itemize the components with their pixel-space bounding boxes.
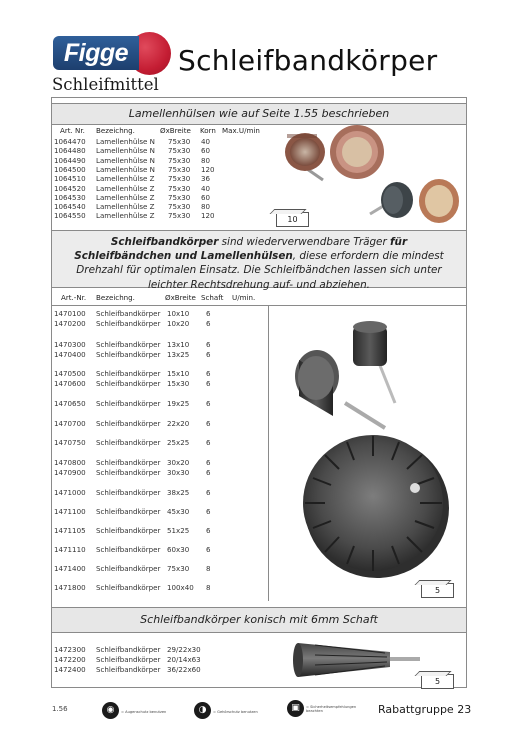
table-cell: 1471110 bbox=[54, 545, 86, 554]
table-cell: 80 bbox=[201, 202, 211, 212]
table-cell: 120 bbox=[201, 211, 215, 221]
table-cell: Schleifbandkörper bbox=[96, 468, 161, 477]
table-cell: 1471100 bbox=[54, 507, 86, 516]
table-cell: Schleifbandkörper bbox=[96, 665, 161, 674]
table-cell: Schleifbandkörper bbox=[96, 309, 161, 318]
table-cell: Schleifbandkörper bbox=[96, 655, 161, 664]
table-cell: 29/22x30 bbox=[167, 645, 201, 654]
table-cell: 36 bbox=[201, 174, 211, 184]
header-art-nr-2: Art.-Nr. bbox=[61, 293, 87, 302]
table-cell: 15x10 bbox=[167, 369, 190, 378]
table-cell: 6 bbox=[206, 468, 211, 477]
table-cell: 6 bbox=[206, 438, 211, 447]
rabatt-gruppe: Rabattgruppe 23 bbox=[378, 703, 472, 716]
table-cell: 75x30 bbox=[168, 155, 191, 165]
table-cell: 10x10 bbox=[167, 309, 190, 318]
eye-protection-icon: ◉ bbox=[102, 702, 119, 719]
header-korn: Korn bbox=[200, 126, 216, 135]
table-cell: 1470650 bbox=[54, 399, 86, 408]
table-cell: 1064520 bbox=[54, 183, 86, 193]
table-cell: 75x30 bbox=[168, 192, 191, 202]
desc-text-1: sind wiederverwendbare Träger bbox=[218, 236, 391, 248]
table-cell: 1470750 bbox=[54, 438, 86, 447]
table-cell: 6 bbox=[206, 419, 211, 428]
table-cell: Schleifbandkörper bbox=[96, 564, 161, 573]
table-cell: 1470700 bbox=[54, 419, 86, 428]
table-cell: Schleifbandkörper bbox=[96, 545, 161, 554]
table-cell: 1471800 bbox=[54, 583, 86, 592]
header-durchmesser-2: ØxBreite bbox=[165, 293, 196, 302]
table-cell: 60 bbox=[201, 146, 211, 156]
table-cell: 13x25 bbox=[167, 350, 190, 359]
table-cell: 6 bbox=[206, 309, 211, 318]
desc-text-2: , diese erfordern die mindest bbox=[292, 250, 444, 263]
table-cell: 1064500 bbox=[54, 164, 86, 174]
header-schaft: Schaft bbox=[201, 293, 224, 302]
desc-bold-1b: für bbox=[390, 236, 408, 248]
table-cell: 6 bbox=[206, 458, 211, 467]
table-cell: 100x40 bbox=[167, 583, 194, 592]
table-cell: 60x30 bbox=[167, 545, 190, 554]
table-cell: 40 bbox=[201, 183, 211, 193]
table-cell: 1470100 bbox=[54, 309, 86, 318]
table-cell: 36/22x60 bbox=[167, 665, 201, 674]
table-cell: 6 bbox=[206, 526, 211, 535]
safety-text-line1: = Sicherheitsempfehlungen bbox=[306, 705, 357, 709]
table-cell: Lamellenhülse N bbox=[96, 155, 155, 165]
table-cell: 19x25 bbox=[167, 399, 190, 408]
table-cell: 8 bbox=[206, 583, 211, 592]
ear-protection-text: = Gehörschutz benutzen bbox=[213, 710, 258, 714]
schleifbandkoerper-product-image bbox=[285, 318, 460, 598]
table-cell: Lamellenhülse Z bbox=[96, 174, 155, 184]
table-cell: 1470900 bbox=[54, 468, 86, 477]
section2-divider bbox=[52, 305, 466, 306]
table-cell: Schleifbandkörper bbox=[96, 379, 161, 388]
table-cell: 13x10 bbox=[167, 340, 190, 349]
pack-qty-box: 10 bbox=[276, 212, 309, 227]
table-cell: Schleifbandkörper bbox=[96, 583, 161, 592]
table-cell: 30x20 bbox=[167, 458, 190, 467]
table-cell: Lamellenhülse Z bbox=[96, 211, 155, 221]
table-cell: 1064490 bbox=[54, 155, 86, 165]
table-cell: 75x30 bbox=[168, 174, 191, 184]
table-cell: 1470500 bbox=[54, 369, 86, 378]
header-durchmesser: ØxBreite bbox=[160, 126, 191, 135]
table-cell: Schleifbandkörper bbox=[96, 645, 161, 654]
table-cell: 120 bbox=[201, 164, 215, 174]
table-cell: 6 bbox=[206, 399, 211, 408]
table-cell: 6 bbox=[206, 507, 211, 516]
desc-text-3: Drehzahl für optimalen Einsatz. Die Schleifbändchen lassen sich unter bbox=[76, 264, 442, 277]
table-cell: Schleifbandkörper bbox=[96, 369, 161, 378]
table-cell: Lamellenhülse Z bbox=[96, 183, 155, 193]
table-cell: 10x20 bbox=[167, 319, 190, 328]
table-cell: Lamellenhülse N bbox=[96, 137, 155, 146]
header-bezeichnung: Bezeichng. bbox=[96, 126, 135, 135]
table-cell: Lamellenhülse N bbox=[96, 164, 155, 174]
table-cell: 1064530 bbox=[54, 192, 86, 202]
table-cell: 1472300 bbox=[54, 645, 86, 654]
table-cell: 1471105 bbox=[54, 526, 86, 535]
table-cell: 75x30 bbox=[168, 137, 191, 146]
table-cell: 45x30 bbox=[167, 507, 190, 516]
table-cell: 1064480 bbox=[54, 146, 86, 156]
section3-banner: Schleifbandkörper konisch mit 6mm Schaft bbox=[52, 607, 466, 633]
safety-text bbox=[306, 705, 356, 714]
table-cell: 60 bbox=[201, 192, 211, 202]
table-cell: 6 bbox=[206, 545, 211, 554]
brand-logo: Figge bbox=[53, 36, 139, 70]
table-cell: Schleifbandkörper bbox=[96, 526, 161, 535]
table-cell: 6 bbox=[206, 369, 211, 378]
table-cell: 6 bbox=[206, 340, 211, 349]
table-cell: 1470400 bbox=[54, 350, 86, 359]
table-cell: Schleifbandkörper bbox=[96, 399, 161, 408]
table-cell: 1471000 bbox=[54, 488, 86, 497]
table-cell: 30x30 bbox=[167, 468, 190, 477]
safety-book-icon: ▣ bbox=[287, 700, 304, 717]
eye-protection-text: = Augenschutz benutzen bbox=[121, 710, 167, 714]
table-cell: Lamellenhülse Z bbox=[96, 202, 155, 212]
table-cell: 20/14x63 bbox=[167, 655, 201, 664]
table-cell: 1471400 bbox=[54, 564, 86, 573]
section1-banner: Lamellenhülsen wie auf Seite 1.55 beschrieben bbox=[52, 103, 466, 125]
table-cell: 1472200 bbox=[54, 655, 86, 664]
desc-bold-2: Schleifbändchen und Lamellenhülsen bbox=[74, 250, 293, 263]
table-cell: 22x20 bbox=[167, 419, 190, 428]
table-cell: Schleifbandkörper bbox=[96, 458, 161, 467]
table-cell: 1064510 bbox=[54, 174, 86, 184]
header-art-nr: Art. Nr. bbox=[60, 126, 85, 135]
table-cell: 6 bbox=[206, 379, 211, 388]
table-cell: 15x30 bbox=[167, 379, 190, 388]
header-max-umin: Max.U/min bbox=[222, 126, 260, 135]
table-cell: 1472400 bbox=[54, 665, 86, 674]
page-title: Schleifbandkörper bbox=[178, 44, 438, 77]
table-cell: 75x30 bbox=[168, 202, 191, 212]
table-cell: Schleifbandkörper bbox=[96, 488, 161, 497]
desc-bold-1: Schleifbandkörper bbox=[110, 236, 219, 248]
pack-qty-box-2: 5 bbox=[421, 583, 454, 598]
table-cell: 8 bbox=[206, 564, 211, 573]
table-cell: Schleifbandkörper bbox=[96, 350, 161, 359]
table-cell: 75x30 bbox=[167, 564, 190, 573]
page-number: 1.56 bbox=[52, 705, 68, 713]
table-cell: 38x25 bbox=[167, 488, 190, 497]
desc-text-4: leichter Rechtsdrehung auf- und abziehen. bbox=[148, 278, 370, 291]
ear-protection-icon: ◑ bbox=[194, 702, 211, 719]
table-cell: Schleifbandkörper bbox=[96, 340, 161, 349]
table-cell: 75x30 bbox=[168, 164, 191, 174]
table-cell: 1470800 bbox=[54, 458, 86, 467]
table-cell: Lamellenhülse N bbox=[96, 146, 155, 156]
table-cell: 25x25 bbox=[167, 438, 190, 447]
table-cell: Schleifbandkörper bbox=[96, 419, 161, 428]
table-cell: 6 bbox=[206, 350, 211, 359]
table-cell: 1470300 bbox=[54, 340, 86, 349]
table-cell: 1064540 bbox=[54, 202, 86, 212]
table-cell: 1064470 bbox=[54, 137, 86, 146]
table-cell: Lamellenhülse Z bbox=[96, 192, 155, 202]
table-cell: 6 bbox=[206, 488, 211, 497]
table-cell: Schleifbandkörper bbox=[96, 507, 161, 516]
table-cell: 40 bbox=[201, 137, 211, 146]
brand-subtitle: Schleifmittel bbox=[52, 75, 159, 94]
table-cell: 51x25 bbox=[167, 526, 190, 535]
table-cell: 1470200 bbox=[54, 319, 86, 328]
header-bezeichnung-2: Bezeichng. bbox=[96, 293, 135, 302]
table-cell: 75x30 bbox=[168, 183, 191, 193]
table-cell: Schleifbandkörper bbox=[96, 319, 161, 328]
konisch-product-image bbox=[290, 637, 425, 687]
description-text bbox=[58, 235, 460, 292]
table-cell: 1064550 bbox=[54, 211, 86, 221]
table-cell: 75x30 bbox=[168, 146, 191, 156]
table-cell: 6 bbox=[206, 319, 211, 328]
section2-column-divider bbox=[268, 305, 269, 601]
safety-text-line2: beachten bbox=[306, 709, 323, 714]
table-cell: Schleifbandkörper bbox=[96, 438, 161, 447]
header-umin: U/min. bbox=[232, 293, 256, 302]
table-cell: 1470600 bbox=[54, 379, 86, 388]
table-cell: 80 bbox=[201, 155, 211, 165]
table-cell: 75x30 bbox=[168, 211, 191, 221]
pack-qty-box-3: 5 bbox=[421, 674, 454, 689]
